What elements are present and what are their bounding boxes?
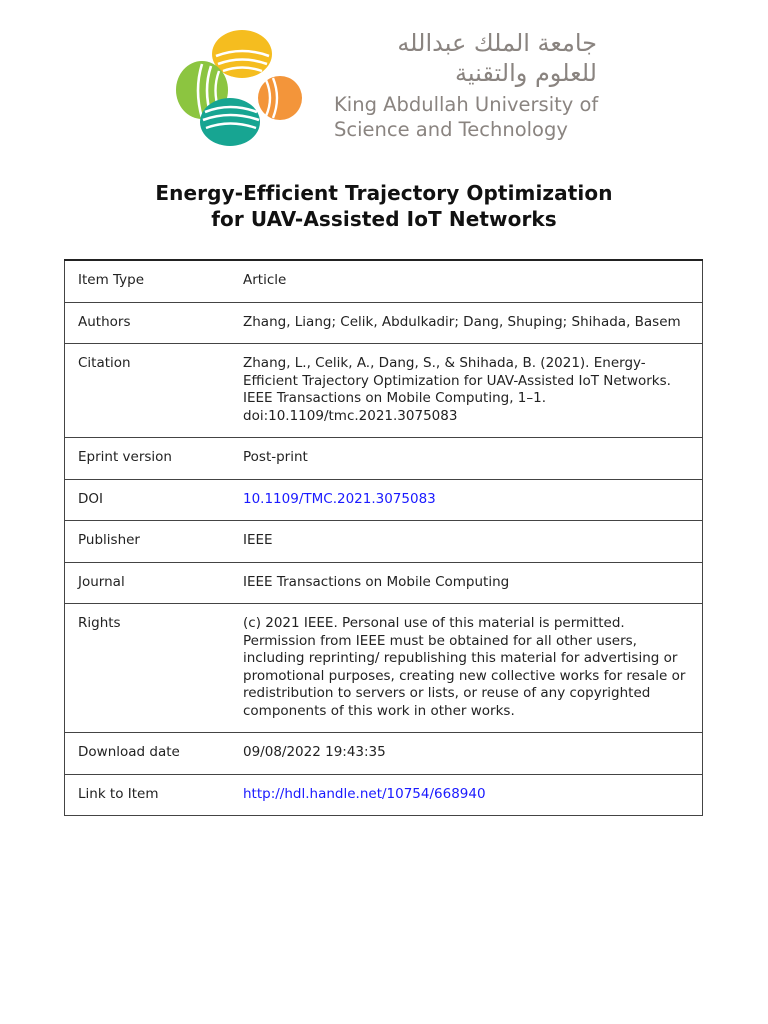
row-value: Zhang, L., Celik, A., Dang, S., & Shihada, B. (2021). Energy-Efficient Trajectory Optimization for UAV-Assisted IoT Networks. IEEE Transactions on Mobile Computing, 1–1. doi:10.1109/tmc.2021.3075083 bbox=[224, 344, 703, 438]
row-label: Eprint version bbox=[65, 438, 225, 480]
title-line-1: Energy-Efficient Trajectory Optimization bbox=[155, 181, 613, 205]
row-value: Article bbox=[224, 260, 703, 302]
row-label: DOI bbox=[65, 479, 225, 521]
row-label: Item Type bbox=[65, 260, 225, 302]
row-item-type bbox=[65, 260, 703, 302]
row-link-to-item bbox=[65, 774, 703, 816]
row-label: Download date bbox=[65, 733, 225, 775]
row-label: Link to Item bbox=[65, 774, 225, 816]
row-label: Citation bbox=[65, 344, 225, 438]
row-value bbox=[224, 774, 703, 816]
kaust-logo bbox=[172, 24, 597, 152]
row-label: Rights bbox=[65, 604, 225, 733]
doi-link[interactable]: 10.1109/TMC.2021.3075083 bbox=[243, 490, 436, 507]
row-label: Journal bbox=[65, 562, 225, 604]
row-rights bbox=[65, 604, 703, 733]
row-eprint-version bbox=[65, 438, 703, 480]
row-value bbox=[224, 479, 703, 521]
row-value: 09/08/2022 19:43:35 bbox=[224, 733, 703, 775]
title-line-2: for UAV-Assisted IoT Networks bbox=[211, 207, 557, 231]
row-label: Authors bbox=[65, 302, 225, 344]
row-citation bbox=[65, 344, 703, 438]
logo-english-text bbox=[334, 92, 598, 142]
item-handle-link[interactable]: http://hdl.handle.net/10754/668940 bbox=[243, 785, 486, 802]
row-value: (c) 2021 IEEE. Personal use of this material is permitted. Permission from IEEE must be obtained for all other users, including reprinting/ republishing this material for advertising or promotional purposes, creating new collective works for resale or redistribution to servers or lists, or reuse of any copyrighted components of this work in other works. bbox=[224, 604, 703, 733]
document-title bbox=[0, 180, 768, 232]
row-journal bbox=[65, 562, 703, 604]
row-authors bbox=[65, 302, 703, 344]
kaust-logo-mark-icon bbox=[172, 26, 312, 150]
metadata-table bbox=[64, 259, 703, 816]
row-publisher bbox=[65, 521, 703, 563]
logo-arabic-line-2: للعلوم والتقنية bbox=[455, 59, 597, 87]
logo-arabic-text bbox=[322, 28, 597, 88]
logo-english-line-2: Science and Technology bbox=[334, 118, 568, 141]
logo-petal-teal bbox=[200, 98, 260, 146]
row-value: Post-print bbox=[224, 438, 703, 480]
logo-petal-orange bbox=[258, 76, 302, 120]
row-download-date bbox=[65, 733, 703, 775]
row-value: Zhang, Liang; Celik, Abdulkadir; Dang, Shuping; Shihada, Basem bbox=[224, 302, 703, 344]
logo-arabic-line-1: جامعة الملك عبدالله bbox=[397, 29, 597, 57]
logo-english-line-1: King Abdullah University of bbox=[334, 93, 599, 116]
row-value: IEEE Transactions on Mobile Computing bbox=[224, 562, 703, 604]
row-value: IEEE bbox=[224, 521, 703, 563]
row-doi bbox=[65, 479, 703, 521]
row-label: Publisher bbox=[65, 521, 225, 563]
